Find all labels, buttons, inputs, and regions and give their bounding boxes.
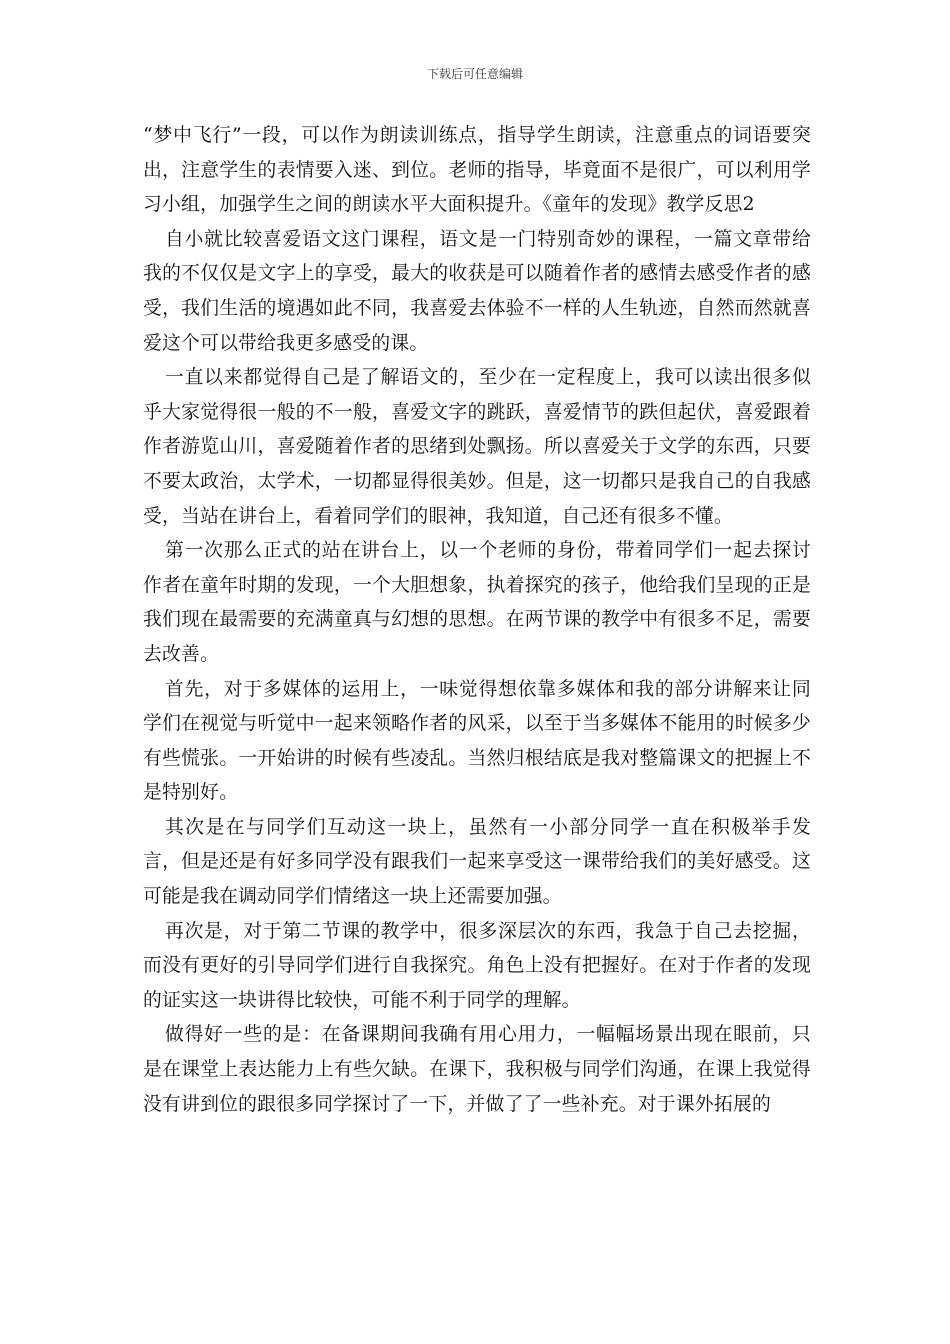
paragraph-multimedia: 首先，对于多媒体的运用上，一味觉得想依靠多媒体和我的部分讲解来让同学们在视觉与听觉中一起来领略作者的风采，以至于当多媒体不能用的时候多少有些慌张。一开始讲的时候有些凌乱。当然归根结底是我对整篇课文的把握上不是特别好。 bbox=[143, 678, 811, 804]
paragraph-understanding-chinese: 一直以来都觉得自己是了解语文的，至少在一定程度上，我可以读出很多似乎大家觉得很一般的不一般，喜爱文字的跳跃，喜爱情节的跌但起伏，喜爱跟着作者游览山川，喜爱随着作者的思绪到处飘扬。所以喜爱关于文学的东西，只要不要太政治，太学术，一切都显得很美妙。但是，这一切都只是我自己的自我感受，当站在讲台上，看着同学们的眼神，我知道，自己还有很多不懂。 bbox=[143, 367, 811, 527]
document-body bbox=[143, 119, 811, 1122]
paragraph-first-lecture: 第一次那么正式的站在讲台上，以一个老师的身份，带着同学们一起去探讨作者在童年时期的发现，一个大胆想象，执着探究的孩子，他给我们呈现的正是我们现在最需要的充满童真与幻想的思想。在两节课的教学中有很多不足，需要去改善。 bbox=[143, 540, 811, 665]
paragraph-strengths: 做得好一些的是：在备课期间我确有用心用力，一幅幅场景出现在眼前，只是在课堂上表达能力上有些欠缺。在课下，我积极与同学们沟通，在课上我觉得没有讲到位的跟很多同学探讨了一下，并做了了一些补充。对于课外拓展的 bbox=[143, 1024, 811, 1115]
paragraph-love-of-chinese: 自小就比较喜爱语文这门课程，语文是一门特别奇妙的课程，一篇文章带给我的不仅仅是文字上的享受，最大的收获是可以随着作者的感情去感受作者的感受，我们生活的境遇如此不同，我喜爱去体验不一样的人生轨迹，自然而然就喜爱这个可以带给我更多感受的课。 bbox=[143, 228, 811, 354]
paragraph-continuation: “梦中飞行”一段，可以作为朗读训练点，指导学生朗读，注意重点的词语要突出，注意学生的表情要入迷、到位。老师的指导，毕竟面不是很广，可以利用学习小组，加强学生之间的朗读水平大面积提升。《童年的发现》教学反思2 bbox=[143, 125, 811, 216]
page-header: 下载后可任意编辑 bbox=[426, 67, 523, 81]
paragraph-second-lesson: 再次是，对于第二节课的教学中，很多深层次的东西，我急于自己去挖掘，而没有更好的引导同学们进行自我探究。角色上没有把握好。在对于作者的发现的证实这一块讲得比较快，可能不利于同学的理解。 bbox=[143, 920, 811, 1011]
paragraph-interaction: 其次是在与同学们互动这一块上，虽然有一小部分同学一直在积极举手发言，但是还是有好多同学没有跟我们一起来享受这一课带给我们的美好感受。这可能是我在调动同学们情绪这一块上还需要加强。 bbox=[143, 816, 811, 908]
